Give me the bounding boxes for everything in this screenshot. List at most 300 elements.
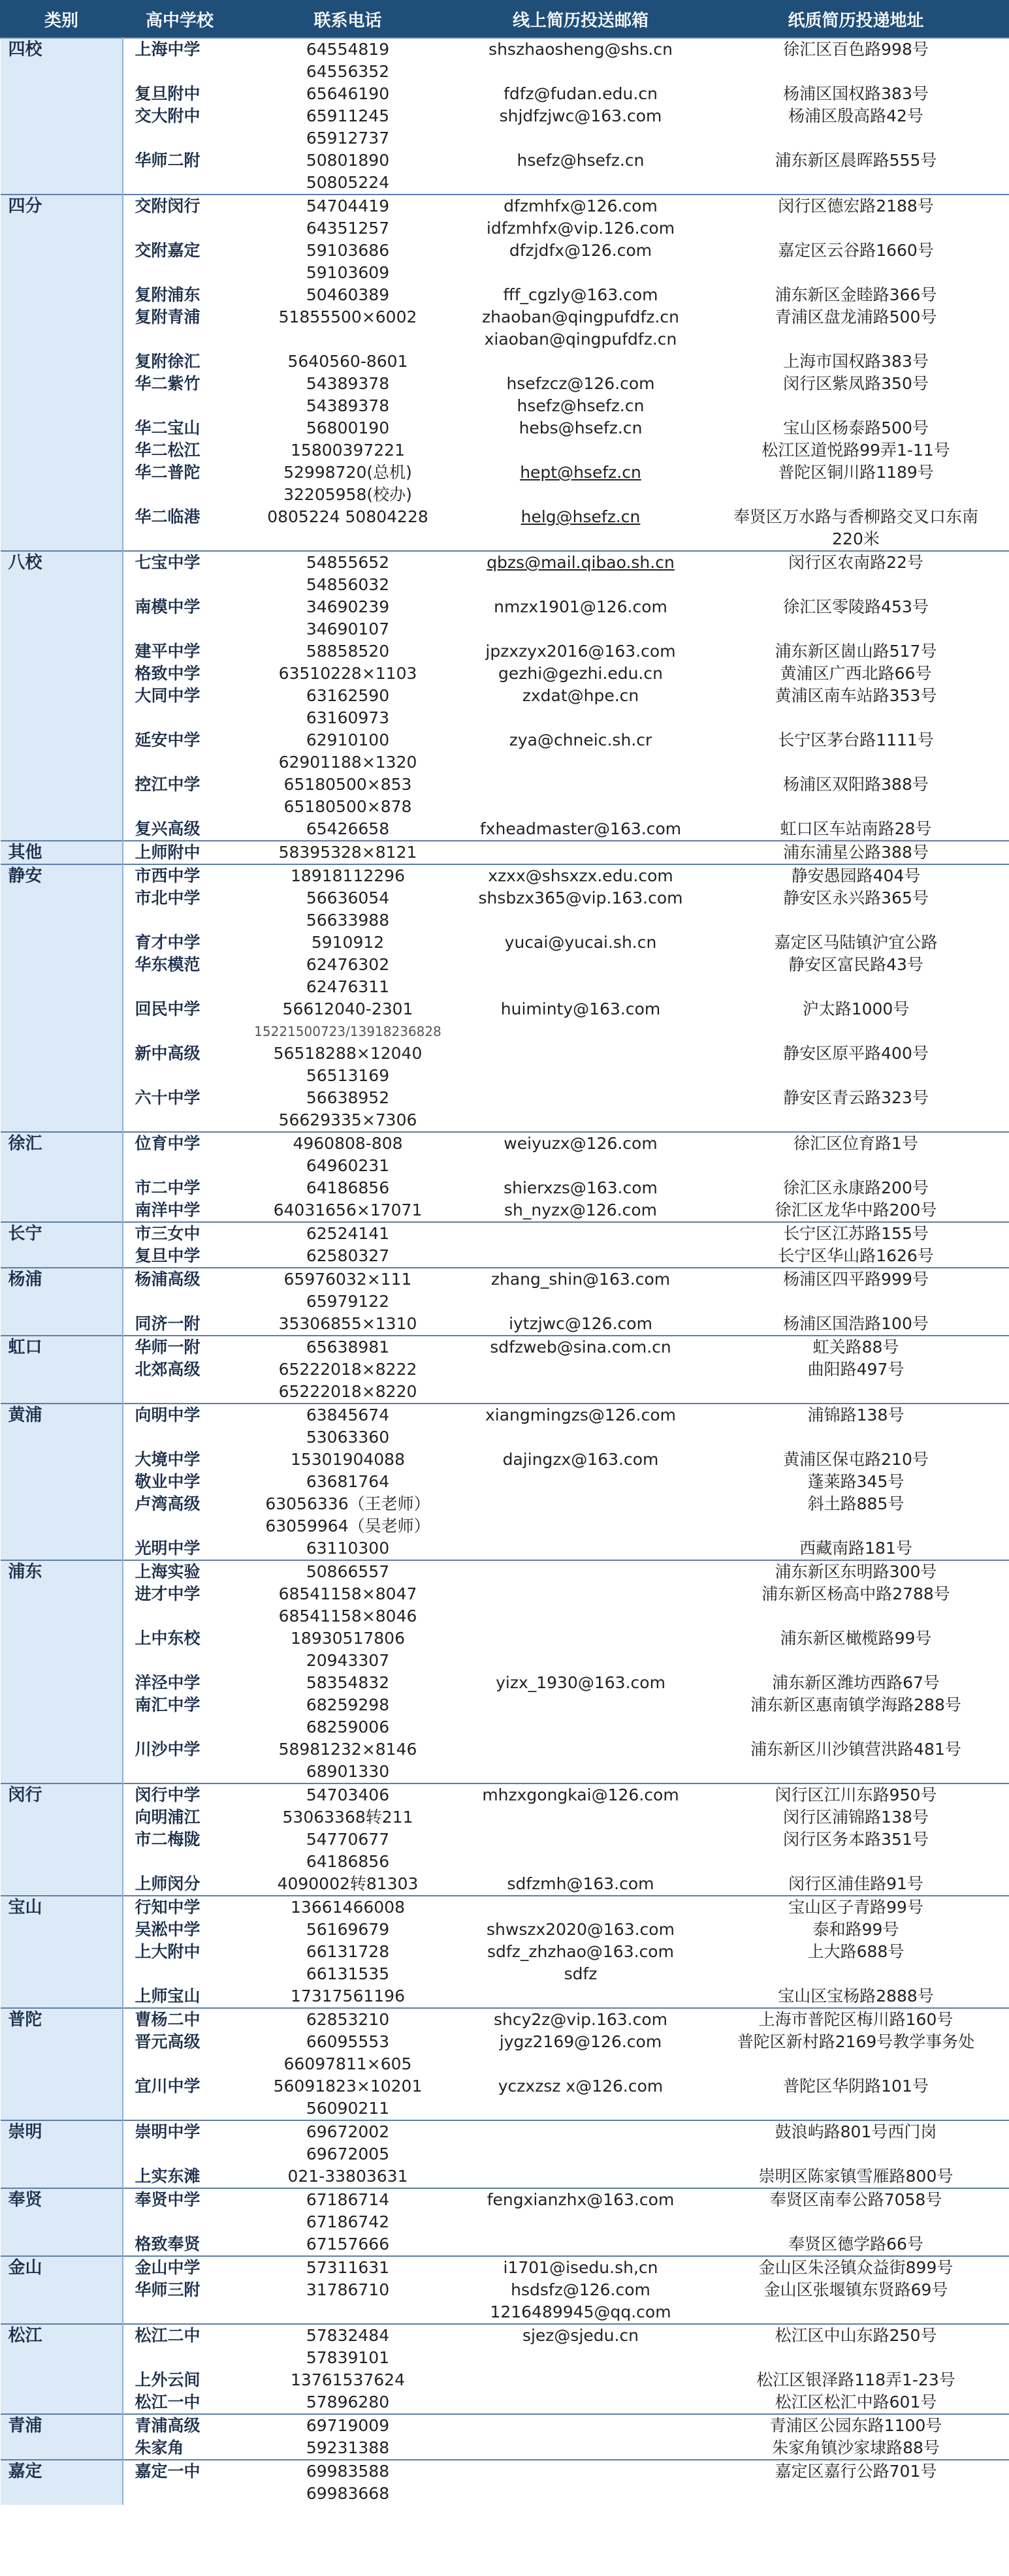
school-name: 市二中学 xyxy=(135,1178,200,1197)
address-line: 松江区中山东路250号 xyxy=(775,2326,937,2345)
phone-line: 57839101 xyxy=(306,2348,390,2367)
phone-cell xyxy=(237,2120,459,2165)
email-line[interactable]: yucai@yucai.sh.cn xyxy=(504,933,657,952)
address-cell xyxy=(703,2031,1009,2075)
phone-cell xyxy=(237,2369,459,2391)
category-cell: 浦东 xyxy=(1,1560,123,1783)
table-row xyxy=(1,1873,1009,1896)
email-line[interactable]: mhzxgongkai@126.com xyxy=(482,1785,679,1804)
table-row xyxy=(1,1359,1009,1404)
address-cell xyxy=(703,38,1009,83)
email-line[interactable]: shcy2z@vip.163.com xyxy=(493,2010,668,2029)
phone-line: 67186714 xyxy=(306,2190,390,2209)
email-line[interactable]: sjez@sjedu.cn xyxy=(522,2326,639,2345)
header-row xyxy=(1,1,1009,39)
phone-line: 18930517806 xyxy=(291,1629,405,1648)
phone-cell xyxy=(237,1222,459,1245)
school-name: 华东模范 xyxy=(135,955,200,974)
email-line[interactable]: shierxzs@163.com xyxy=(504,1178,658,1197)
table-row xyxy=(1,818,1009,841)
school-name: 上实东滩 xyxy=(135,2167,200,2186)
address-line: 浦东新区崮山路517号 xyxy=(775,642,937,661)
email-cell xyxy=(459,1177,703,1199)
school-name: 大境中学 xyxy=(135,1450,200,1469)
address-cell xyxy=(703,2233,1009,2256)
email-line[interactable]: 1216489945@qq.com xyxy=(490,2302,671,2321)
table-row xyxy=(1,774,1009,818)
table-row xyxy=(1,2031,1009,2075)
school-name: 进才中学 xyxy=(135,1584,200,1603)
address-line: 虹关路88号 xyxy=(812,1338,899,1357)
table-row xyxy=(1,38,1009,83)
email-cell xyxy=(459,2031,703,2075)
address-cell xyxy=(703,105,1009,149)
phone-line: 56633988 xyxy=(306,911,390,930)
email-line[interactable]: i1701@isedu.sh,cn xyxy=(503,2258,658,2277)
phone-line: 54704419 xyxy=(306,196,390,215)
phone-cell xyxy=(237,1043,459,1087)
email-cell xyxy=(459,1087,703,1132)
address-line: 松江区道悦路99弄1-11号 xyxy=(761,441,950,460)
email-line[interactable]: iytzjwc@126.com xyxy=(509,1314,652,1333)
email-line[interactable]: xiangmingzs@126.com xyxy=(485,1406,676,1424)
email-line[interactable]: fengxianzhx@163.com xyxy=(487,2190,675,2209)
email-cell xyxy=(459,351,703,373)
email-cell xyxy=(459,373,703,417)
table-row xyxy=(1,1177,1009,1199)
address-cell xyxy=(703,2256,1009,2279)
phone-cell xyxy=(237,1694,459,1738)
email-cell xyxy=(459,2165,703,2188)
email-line[interactable]: idfzmhfx@vip.126.com xyxy=(486,219,675,238)
table-row xyxy=(1,351,1009,373)
phone-cell xyxy=(237,2279,459,2324)
address-line: 杨浦区国浩路100号 xyxy=(783,1314,929,1333)
address-cell xyxy=(703,1829,1009,1873)
school-name: 六十中学 xyxy=(135,1088,200,1107)
email-cell xyxy=(459,1560,703,1583)
email-cell xyxy=(459,1873,703,1896)
phone-line: 57311631 xyxy=(306,2258,390,2277)
email-line[interactable]: huiminty@163.com xyxy=(500,999,661,1018)
school-name: 复旦附中 xyxy=(135,84,200,103)
phone-line: 65912737 xyxy=(306,129,390,148)
phone-line: 56800190 xyxy=(306,418,390,437)
phone-cell xyxy=(237,1336,459,1359)
email-line[interactable]: qbzs@mail.qibao.sh.cn xyxy=(487,553,675,572)
table-row xyxy=(1,1672,1009,1694)
address-cell xyxy=(703,2120,1009,2165)
email-cell xyxy=(459,998,703,1043)
address-cell xyxy=(703,774,1009,818)
phone-cell xyxy=(237,2075,459,2120)
email-line[interactable]: sdfz_zhzhao@163.com xyxy=(487,1942,674,1961)
table-row xyxy=(1,1537,1009,1560)
email-line[interactable]: dfzmhfx@126.com xyxy=(504,196,658,215)
address-line: 宝山区子青路99号 xyxy=(788,1898,923,1917)
email-line[interactable]: shjdfzjwc@163.com xyxy=(499,106,662,125)
phone-line: 54770677 xyxy=(306,1830,390,1849)
address-cell xyxy=(703,2437,1009,2460)
email-cell xyxy=(459,38,703,83)
email-line[interactable]: fxheadmaster@163.com xyxy=(479,819,682,838)
address-line: 浦东新区晨晖路555号 xyxy=(775,151,937,170)
phone-line: 65222018×8222 xyxy=(278,1360,417,1379)
header-email: 线上简历投送邮箱 xyxy=(459,1,703,39)
email-line[interactable]: hsefzcz@126.com xyxy=(506,374,655,393)
email-line[interactable]: gezhi@gezhi.edu.cn xyxy=(498,664,663,683)
school-name: 松江一中 xyxy=(135,2393,200,2411)
address-line: 朱家角镇沙家埭路88号 xyxy=(772,2438,940,2457)
address-cell xyxy=(703,1222,1009,1245)
address-cell xyxy=(703,284,1009,306)
address-cell xyxy=(703,1199,1009,1222)
phone-cell xyxy=(237,774,459,818)
address-cell xyxy=(703,1043,1009,1087)
category-cell: 徐汇 xyxy=(1,1132,123,1222)
address-line: 普陀区华阴路101号 xyxy=(783,2077,929,2096)
school-name: 回民中学 xyxy=(135,999,200,1018)
address-cell xyxy=(703,1132,1009,1177)
email-cell xyxy=(459,506,703,551)
table-row xyxy=(1,2391,1009,2414)
email-cell xyxy=(459,2369,703,2391)
email-cell xyxy=(459,1783,703,1806)
phone-line: 63681764 xyxy=(306,1472,390,1491)
address-cell xyxy=(703,1449,1009,1471)
table-row xyxy=(1,462,1009,506)
phone-line: 62476311 xyxy=(306,977,390,996)
email-cell xyxy=(459,2391,703,2414)
email-cell xyxy=(459,2233,703,2256)
school-name: 市二梅陇 xyxy=(135,1830,200,1849)
table-row xyxy=(1,640,1009,663)
email-line[interactable]: jpzxzyx2016@163.com xyxy=(485,642,676,661)
email-line[interactable]: shwszx2020@163.com xyxy=(487,1920,675,1939)
address-line: 鼓浪屿路801号西门岗 xyxy=(775,2122,937,2141)
phone-line: 5910912 xyxy=(311,933,385,952)
address-line: 闵行区浦锦路138号 xyxy=(783,1808,929,1827)
phone-line: 64186856 xyxy=(306,1852,390,1871)
phone-cell xyxy=(237,1873,459,1896)
phone-line: 68541158×8046 xyxy=(278,1607,417,1626)
email-cell xyxy=(459,1919,703,1941)
email-line[interactable]: sh_nyzx@126.com xyxy=(504,1201,657,1219)
table-row xyxy=(1,864,1009,887)
email-line[interactable]: hsefz@hsefz.cn xyxy=(517,396,645,415)
address-line: 静安区原平路400号 xyxy=(783,1044,929,1063)
school-name: 上师闵分 xyxy=(135,1874,200,1893)
school-name: 新中高级 xyxy=(135,1044,200,1063)
address-line: 徐汇区零陵路453号 xyxy=(783,597,929,616)
address-line: 西藏南路181号 xyxy=(799,1539,912,1558)
email-cell xyxy=(459,2279,703,2324)
email-cell xyxy=(459,417,703,439)
email-line[interactable]: zya@chneic.sh.cr xyxy=(509,730,652,749)
school-name: 华二普陀 xyxy=(135,463,200,482)
table-row xyxy=(1,2233,1009,2256)
phone-line: 50801890 xyxy=(306,151,390,170)
email-line[interactable]: zhaoban@qingpufdfz.cn xyxy=(482,307,679,326)
address-line: 徐汇区百色路998号 xyxy=(783,40,929,59)
phone-cell xyxy=(237,306,459,351)
table-row xyxy=(1,551,1009,596)
table-row xyxy=(1,954,1009,998)
phone-cell xyxy=(237,2391,459,2414)
email-line[interactable]: nmzx1901@126.com xyxy=(494,597,667,616)
phone-cell xyxy=(237,1627,459,1672)
address-cell xyxy=(703,1694,1009,1738)
phone-line: 52998720(总机) xyxy=(283,463,412,482)
address-line: 徐汇区位育路1号 xyxy=(793,1134,918,1153)
address-cell xyxy=(703,506,1009,551)
address-line: 浦东浦星公路388号 xyxy=(783,843,929,862)
email-cell xyxy=(459,1941,703,1985)
table-row xyxy=(1,729,1009,774)
school-name: 大同中学 xyxy=(135,686,200,705)
address-cell xyxy=(703,195,1009,240)
email-line[interactable]: shsbzx365@vip.163.com xyxy=(478,888,683,907)
phone-line: 63162590 xyxy=(306,686,390,705)
phone-line: 69672002 xyxy=(306,2122,390,2141)
phone-cell xyxy=(237,1199,459,1222)
school-name: 宜川中学 xyxy=(135,2077,200,2096)
address-line: 嘉定区马陆镇沪宜公路 xyxy=(774,933,938,952)
table-row xyxy=(1,1493,1009,1537)
email-cell xyxy=(459,284,703,306)
email-line[interactable]: sdfzweb@sina.com.cn xyxy=(490,1338,671,1357)
school-name: 洋泾中学 xyxy=(135,1673,200,1692)
address-line: 青浦区公园东路1100号 xyxy=(769,2416,942,2435)
school-name: 向明中学 xyxy=(123,1404,237,1449)
phone-cell xyxy=(237,1919,459,1941)
school-name: 控江中学 xyxy=(135,775,200,794)
email-line[interactable]: zhang_shin@163.com xyxy=(490,1270,671,1289)
phone-line: 57896280 xyxy=(306,2393,390,2411)
table-row xyxy=(1,1829,1009,1873)
phone-line: 65976032×111 xyxy=(283,1270,412,1289)
phone-line: 67186742 xyxy=(306,2212,390,2231)
phone-cell xyxy=(237,2233,459,2256)
email-line[interactable]: weiyuzx@126.com xyxy=(504,1134,658,1153)
phone-cell xyxy=(237,998,459,1043)
email-line[interactable]: xzxx@shsxzx.edu.com xyxy=(488,866,673,885)
address-cell xyxy=(703,1087,1009,1132)
phone-cell xyxy=(237,462,459,506)
phone-line: 64031656×17071 xyxy=(273,1201,423,1219)
email-cell xyxy=(459,729,703,774)
address-cell xyxy=(703,1738,1009,1783)
table-row xyxy=(1,417,1009,439)
table-row xyxy=(1,998,1009,1043)
email-line[interactable]: hsefz@hsefz.cn xyxy=(517,151,645,170)
address-cell xyxy=(703,864,1009,887)
email-cell xyxy=(459,83,703,105)
address-line: 闵行区农南路22号 xyxy=(788,553,923,572)
address-line: 220米 xyxy=(832,529,880,548)
phone-cell xyxy=(237,1359,459,1404)
phone-cell xyxy=(237,1177,459,1199)
table-row xyxy=(1,1806,1009,1829)
school-name: 上师宝山 xyxy=(135,1987,200,2005)
category-cell: 崇明 xyxy=(1,2120,123,2188)
address-cell xyxy=(703,2279,1009,2324)
email-line[interactable]: hsdsfz@126.com xyxy=(511,2280,650,2299)
email-cell xyxy=(459,551,703,596)
email-cell xyxy=(459,685,703,729)
email-cell xyxy=(459,1043,703,1087)
phone-cell xyxy=(237,2165,459,2188)
email-cell xyxy=(459,1245,703,1268)
email-line[interactable]: sdfzmh@163.com xyxy=(507,1874,654,1893)
table-row xyxy=(1,2460,1009,2505)
address-line: 曲阳路497号 xyxy=(807,1360,905,1379)
email-cell xyxy=(459,1493,703,1537)
school-name: 嘉定一中 xyxy=(123,2460,237,2505)
phone-cell xyxy=(237,83,459,105)
phone-cell xyxy=(237,2188,459,2233)
email-line[interactable]: dajingzx@163.com xyxy=(502,1450,659,1469)
address-cell xyxy=(703,841,1009,864)
phone-line: 53063368转211 xyxy=(282,1808,413,1827)
email-line[interactable]: zxdat@hpe.cn xyxy=(522,686,639,705)
email-line[interactable]: yczxzsz x@126.com xyxy=(498,2077,664,2096)
phone-line: 54389378 xyxy=(306,396,390,415)
email-line[interactable]: helg@hsefz.cn xyxy=(521,507,641,526)
email-line[interactable]: jygz2169@126.com xyxy=(499,2032,662,2051)
school-name: 格致中学 xyxy=(135,664,200,683)
phone-line: 65426658 xyxy=(306,819,390,838)
email-line[interactable]: sdfz xyxy=(564,1964,598,1983)
phone-cell xyxy=(237,1132,459,1177)
phone-line: 56090211 xyxy=(306,2099,390,2118)
address-line: 浦锦路138号 xyxy=(807,1406,905,1424)
email-line[interactable]: xiaoban@qingpufdfz.cn xyxy=(484,330,677,349)
address-line: 奉贤区万水路与香柳路交叉口东南 xyxy=(733,507,978,526)
email-line[interactable]: fdfz@fudan.edu.cn xyxy=(504,84,658,103)
phone-cell xyxy=(237,1560,459,1583)
email-line[interactable]: fff_cgzly@163.com xyxy=(503,285,658,304)
table-row xyxy=(1,685,1009,729)
table-row xyxy=(1,2437,1009,2460)
address-cell xyxy=(703,1783,1009,1806)
phone-line: 15800397221 xyxy=(291,441,405,460)
phone-line: 62901188×1320 xyxy=(278,753,417,772)
address-cell xyxy=(703,1896,1009,1919)
category-cell: 黄浦 xyxy=(1,1404,123,1560)
address-cell xyxy=(703,1873,1009,1896)
phone-cell xyxy=(237,38,459,83)
address-cell xyxy=(703,1806,1009,1829)
email-cell xyxy=(459,1359,703,1404)
phone-cell xyxy=(237,663,459,685)
phone-cell xyxy=(237,439,459,462)
email-line[interactable]: dfzjdfx@126.com xyxy=(509,241,652,260)
table-row xyxy=(1,1132,1009,1177)
address-line: 闵行区德宏路2188号 xyxy=(778,196,934,215)
email-line[interactable]: shszhaosheng@shs.cn xyxy=(488,40,673,59)
email-cell xyxy=(459,1449,703,1471)
address-line: 长宁区茅台路1111号 xyxy=(778,730,934,749)
table-row xyxy=(1,2165,1009,2188)
phone-line: 68259006 xyxy=(306,1718,390,1736)
phone-line: 64554819 xyxy=(306,40,390,59)
phone-line: 50460389 xyxy=(306,285,390,304)
email-cell xyxy=(459,1829,703,1873)
address-cell xyxy=(703,551,1009,596)
school-name: 上海实验 xyxy=(123,1560,237,1583)
address-cell xyxy=(703,1985,1009,2008)
email-line[interactable]: yizx_1930@163.com xyxy=(496,1673,665,1692)
address-line: 黄浦区南车站路353号 xyxy=(775,686,937,705)
category-cell: 四校 xyxy=(1,38,123,195)
school-name: 南汇中学 xyxy=(135,1695,200,1714)
school-name: 华二紫竹 xyxy=(135,374,200,393)
address-line: 奉贤区南奉公路7058号 xyxy=(769,2190,942,2209)
school-name: 育才中学 xyxy=(135,933,200,952)
address-cell xyxy=(703,1268,1009,1313)
school-name: 华二松江 xyxy=(135,441,200,460)
table-row xyxy=(1,596,1009,640)
address-cell xyxy=(703,2414,1009,2437)
category-cell: 奉贤 xyxy=(1,2188,123,2256)
email-cell xyxy=(459,2008,703,2031)
address-cell xyxy=(703,1177,1009,1199)
phone-line: 66131535 xyxy=(306,1964,390,1983)
phone-line: 35306855×1310 xyxy=(278,1314,417,1333)
school-name: 上师附中 xyxy=(123,841,237,864)
address-line: 宝山区宝杨路2888号 xyxy=(778,1987,934,2005)
table-row xyxy=(1,373,1009,417)
email-cell xyxy=(459,1896,703,1919)
phone-cell xyxy=(237,818,459,841)
phone-line: 56636054 xyxy=(306,888,390,907)
school-name: 南模中学 xyxy=(135,597,200,616)
address-cell xyxy=(703,1245,1009,1268)
email-line[interactable]: hebs@hsefz.cn xyxy=(519,418,643,437)
phone-line: 62580327 xyxy=(306,1246,390,1265)
table-row xyxy=(1,1199,1009,1222)
phone-line: 65911245 xyxy=(306,106,390,125)
phone-line: 56638952 xyxy=(306,1088,390,1107)
table-row xyxy=(1,306,1009,351)
category-cell: 闵行 xyxy=(1,1783,123,1896)
email-line[interactable]: hept@hsefz.cn xyxy=(520,463,641,482)
table-row xyxy=(1,2120,1009,2165)
table-row xyxy=(1,1245,1009,1268)
phone-line: 54389378 xyxy=(306,374,390,393)
address-line: 浦东新区川沙镇营洪路481号 xyxy=(750,1740,961,1759)
table-row xyxy=(1,1627,1009,1672)
phone-cell xyxy=(237,417,459,439)
school-name: 川沙中学 xyxy=(135,1740,200,1759)
address-cell xyxy=(703,2188,1009,2233)
address-line: 青浦区盘龙浦路500号 xyxy=(775,307,937,326)
email-cell xyxy=(459,1672,703,1694)
address-cell xyxy=(703,417,1009,439)
table-row xyxy=(1,105,1009,149)
phone-line: 68541158×8047 xyxy=(278,1584,417,1603)
phone-cell xyxy=(237,1941,459,1985)
school-name: 复附徐汇 xyxy=(135,352,200,371)
address-cell xyxy=(703,998,1009,1043)
address-line: 浦东新区东明路300号 xyxy=(775,1562,937,1581)
address-line: 嘉定区云谷路1660号 xyxy=(778,241,934,260)
phone-line: 65646190 xyxy=(306,84,390,103)
table-row xyxy=(1,83,1009,105)
address-line: 浦东新区惠南镇学海路288号 xyxy=(750,1695,961,1714)
phone-cell xyxy=(237,506,459,551)
